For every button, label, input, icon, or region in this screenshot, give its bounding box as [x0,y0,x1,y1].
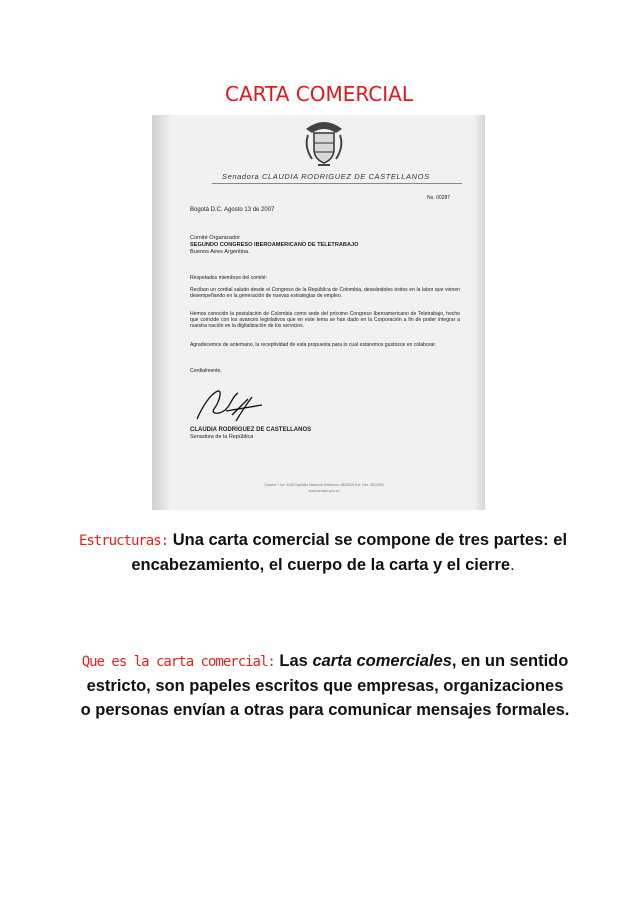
letter-paragraph: Reciban un cordial saludo desde el Congreso de la República de Colombia, deseándoles éxitos en la labor que vienen desempeñando en la generación de nuevas estrategias de empleo. [190,287,460,300]
letter-date: Bogotá D.C. Agosto 13 de 2007 [190,207,275,213]
letter-paragraph: Agradecemos de antemano, la receptividad de esta propuesta para lo cual estaremos gustosos en colaborar. [190,342,437,348]
letter-salutation: Respetados miembros del comité: [190,275,268,281]
structure-text: Una carta comercial se compone de tres partes: el encabezamiento, el cuerpo de la carta y el cierre [131,531,568,574]
letter-image [152,115,485,510]
letter-signer-role: Senadora de la República [190,434,254,440]
letter-senator-header: Senadora CLAUDIA RODRIGUEZ DE CASTELLANOS [222,172,430,181]
letter-paragraph: Hemos conocido la postulación de Colombia como sede del próximo Congreso Iberoamericano de Teletrabajo, hecho que coincide con los avances legislativos que en este tema se han dado en la Corporación a fin de poder integrar a nuestra nación en la digitalización de los servicios. [190,311,460,330]
definition-text: Las [274,652,313,670]
letter-address-line: Buenos Aires Argentina. [190,249,250,255]
letter-header-rule [212,183,462,184]
definition-paragraph [80,649,570,722]
definition-text-end: , en un sentido estricto, son papeles escritos que empresas, organizaciones o personas envían a otras para comunicar mensajes formales. [80,652,570,719]
definition-label: Que es la carta comercial: [81,654,275,670]
signature-image [192,385,267,425]
structure-text-end: . [510,556,515,574]
letter-address-line: SEGUNDO CONGRESO IBEROAMERICANO DE TELETRABAJO [190,242,359,248]
letter-footer: www.senado.gov.co [308,489,340,493]
coat-of-arms-icon [300,119,348,169]
letter-closing: Cordialmente, [190,368,222,374]
structure-label: Estructuras: [78,533,169,549]
letter-footer: Carrera 7 No. 8-68 Capitolio Nacional Teléfonos: 3823000 Ext. Fax: 3824000 [264,483,384,487]
letter-signer-name: CLAUDIA RODRIGUEZ DE CASTELLANOS [190,427,312,433]
structure-paragraph [43,528,603,577]
page-title: CARTA COMERCIAL [225,82,413,106]
letter-shadow-right [475,115,485,510]
definition-emphasis: carta comerciales [312,652,452,670]
letter-number: No. 00287 [427,195,451,201]
letter-shadow-left [152,115,170,510]
letter-address-line: Comité Organizador [190,235,241,241]
